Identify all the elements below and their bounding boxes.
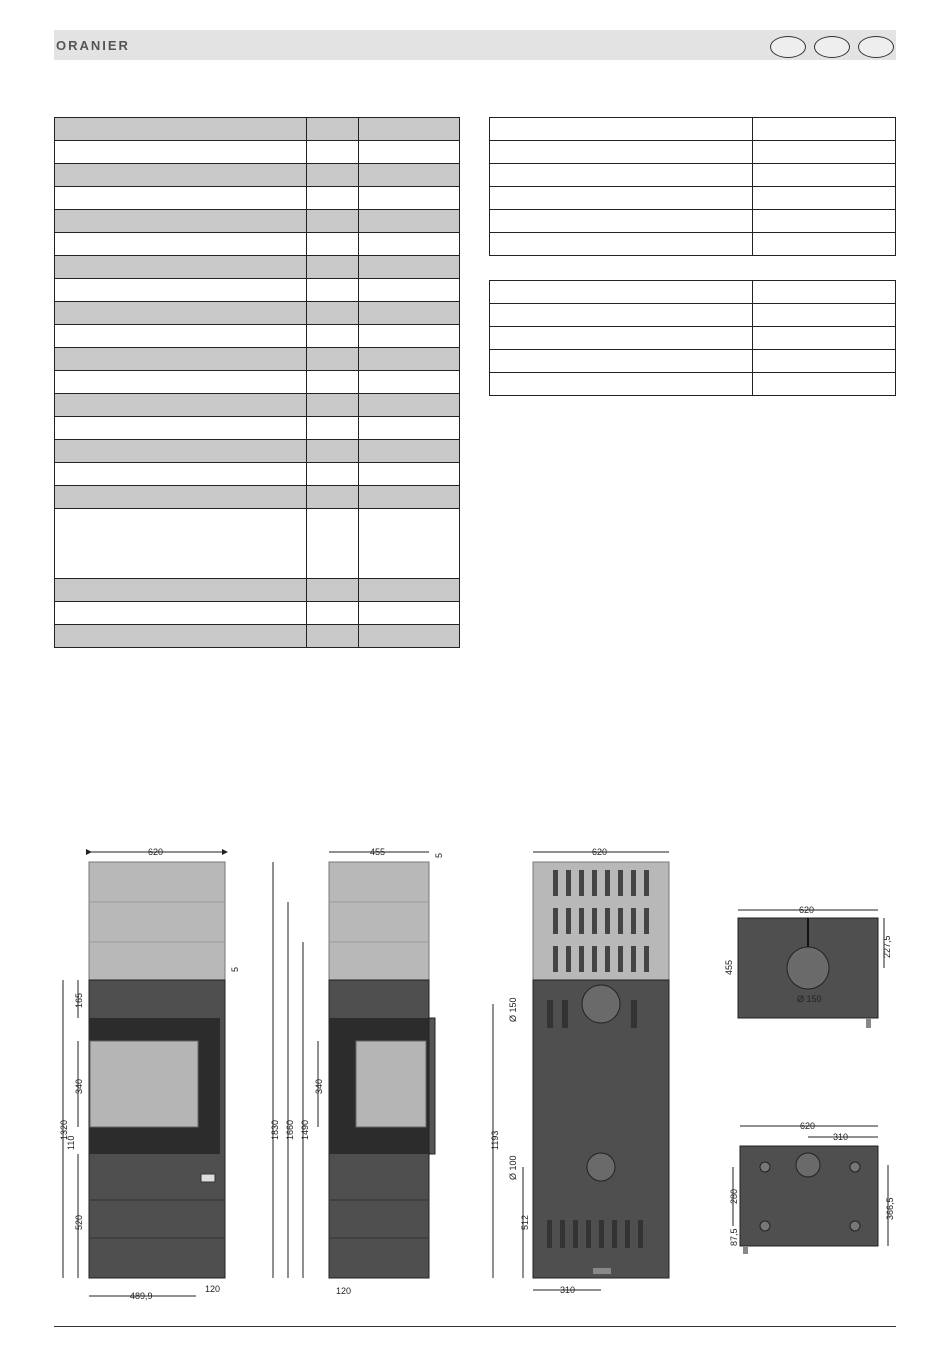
front-h340-label: 340 [74, 1078, 84, 1094]
front-view-drawing [59, 847, 240, 1301]
back-view-drawing [490, 847, 669, 1295]
top-d150-label: Ø 150 [797, 994, 822, 1004]
back-w310-label: 310 [560, 1285, 576, 1295]
top-width-label: 620 [799, 905, 815, 915]
front-width-label: 620 [148, 847, 164, 857]
front-gap-label: 5 [230, 966, 240, 972]
side-h1490-label: 1490 [300, 1119, 310, 1140]
back-h1193-label: 1193 [490, 1130, 500, 1150]
side-h340-label: 340 [314, 1078, 324, 1094]
side-depth-label: 455 [370, 847, 386, 857]
top-depth-label: 455 [724, 959, 734, 975]
bottom-width-label: 620 [800, 1121, 816, 1131]
top-offset-label: 227,5 [882, 935, 892, 958]
footer-rule [54, 1326, 896, 1327]
front-h165-label: 165 [74, 992, 84, 1008]
front-h110-label: 110 [66, 1135, 76, 1150]
bottom-h87-label: 87,5 [729, 1228, 739, 1246]
front-h1320-label: 1320 [59, 1119, 69, 1140]
side-gap-label: 5 [434, 852, 444, 858]
bottom-view-drawing [729, 1121, 895, 1254]
front-foot-offset-label: 120 [205, 1284, 221, 1294]
side-view-drawing [270, 847, 444, 1296]
brand-logo: ORANIER [56, 38, 130, 53]
back-width-label: 620 [592, 847, 608, 857]
side-h1660-label: 1660 [285, 1119, 295, 1140]
bottom-h280-label: 280 [729, 1188, 739, 1204]
bottom-h366-label: 366,5 [885, 1197, 895, 1220]
front-base-width-label: 489,9 [130, 1291, 153, 1301]
back-d100-label: Ø 100 [508, 1155, 518, 1180]
back-h512-label: 512 [520, 1214, 530, 1230]
bottom-half-label: 310 [833, 1132, 849, 1142]
front-h520-label: 520 [74, 1214, 84, 1230]
side-h1830-label: 1830 [270, 1119, 280, 1140]
top-view-drawing [724, 905, 892, 1028]
side-foot-offset-label: 120 [336, 1286, 352, 1296]
back-d150-label: Ø 150 [508, 997, 518, 1022]
